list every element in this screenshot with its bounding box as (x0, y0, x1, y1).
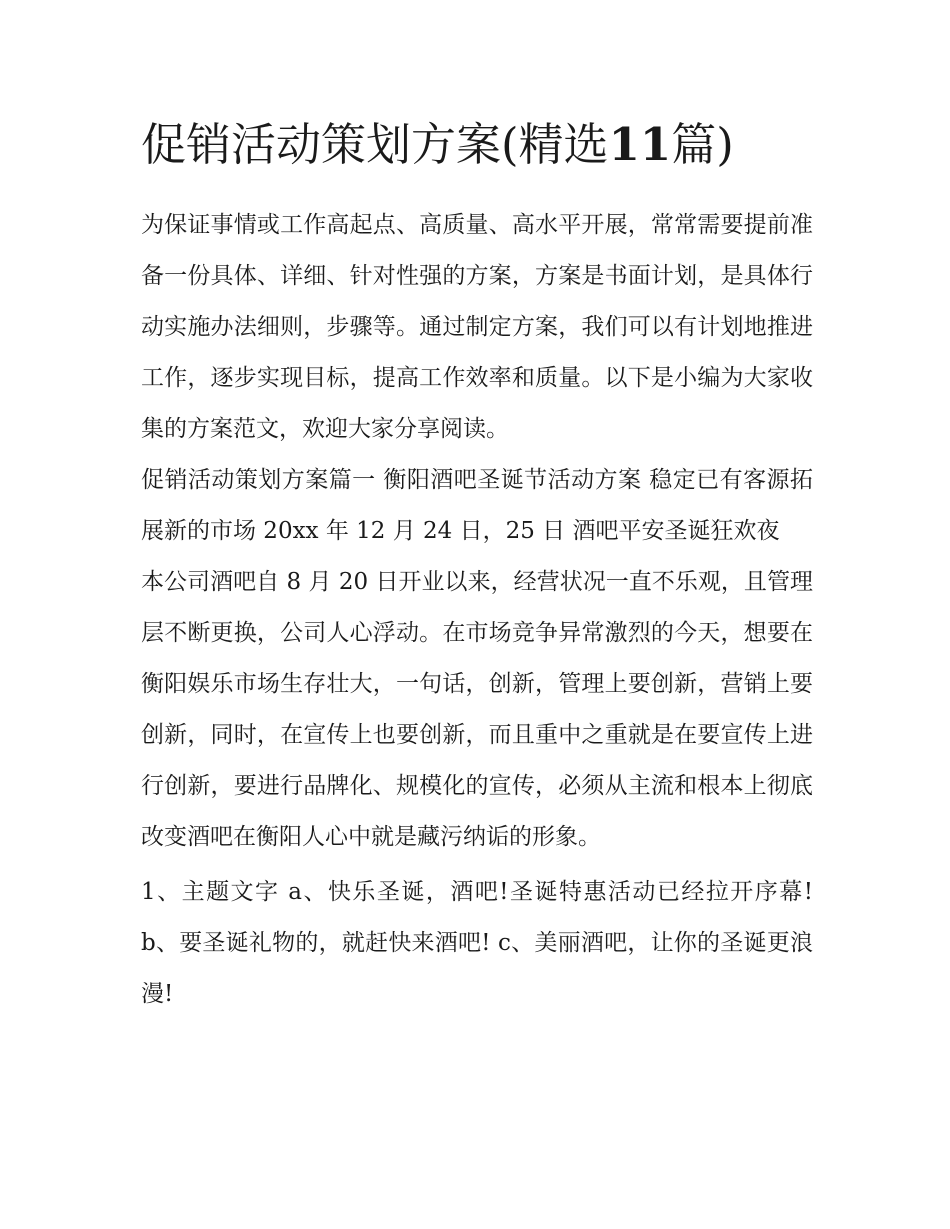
title-number: 11 (608, 118, 672, 171)
background-paragraph: 本公司酒吧自 8 月 20 日开业以来，经营状况一直不乐观，且管理层不断更换，公司人心浮动。在市场竞争异常激烈的今天，想要在衡阳娱乐市场生存壮大，一句话，创新，管理上要创新，营销上要创新，同时，在宣传上也要创新，而且重中之重就是在要宣传上进行创新，要进行品牌化、规模化的宣传，必须从主流和根本上彻底改变酒吧在衡阳人心中就是藏污纳诟的形象。 (141, 569, 813, 850)
document-title (141, 112, 813, 178)
theme-text-paragraph: 1、主题文字 a、快乐圣诞，酒吧!圣诞特惠活动已经拉开序幕! b、要圣诞礼物的，就赶快来酒吧! c、美丽酒吧，让你的圣诞更浪漫! (141, 879, 813, 1007)
title-text-part1: 促销活动策划方案(精选 (141, 118, 609, 171)
title-text-part3: 篇) (671, 118, 734, 171)
section-heading-paragraph: 促销活动策划方案篇一 衡阳酒吧圣诞节活动方案 稳定已有客源拓展新的市场 20xx 年 12 月 24 日，25 日 酒吧平安圣诞狂欢夜 (141, 467, 813, 544)
document-content (141, 112, 813, 1020)
intro-paragraph: 为保证事情或工作高起点、高质量、高水平开展，常常需要提前准备一份具体、详细、针对性强的方案，方案是书面计划，是具体行动实施办法细则，步骤等。通过制定方案，我们可以有计划地推进工作，逐步实现目标，提高工作效率和质量。以下是小编为大家收集的方案范文，欢迎大家分享阅读。 (141, 212, 813, 442)
